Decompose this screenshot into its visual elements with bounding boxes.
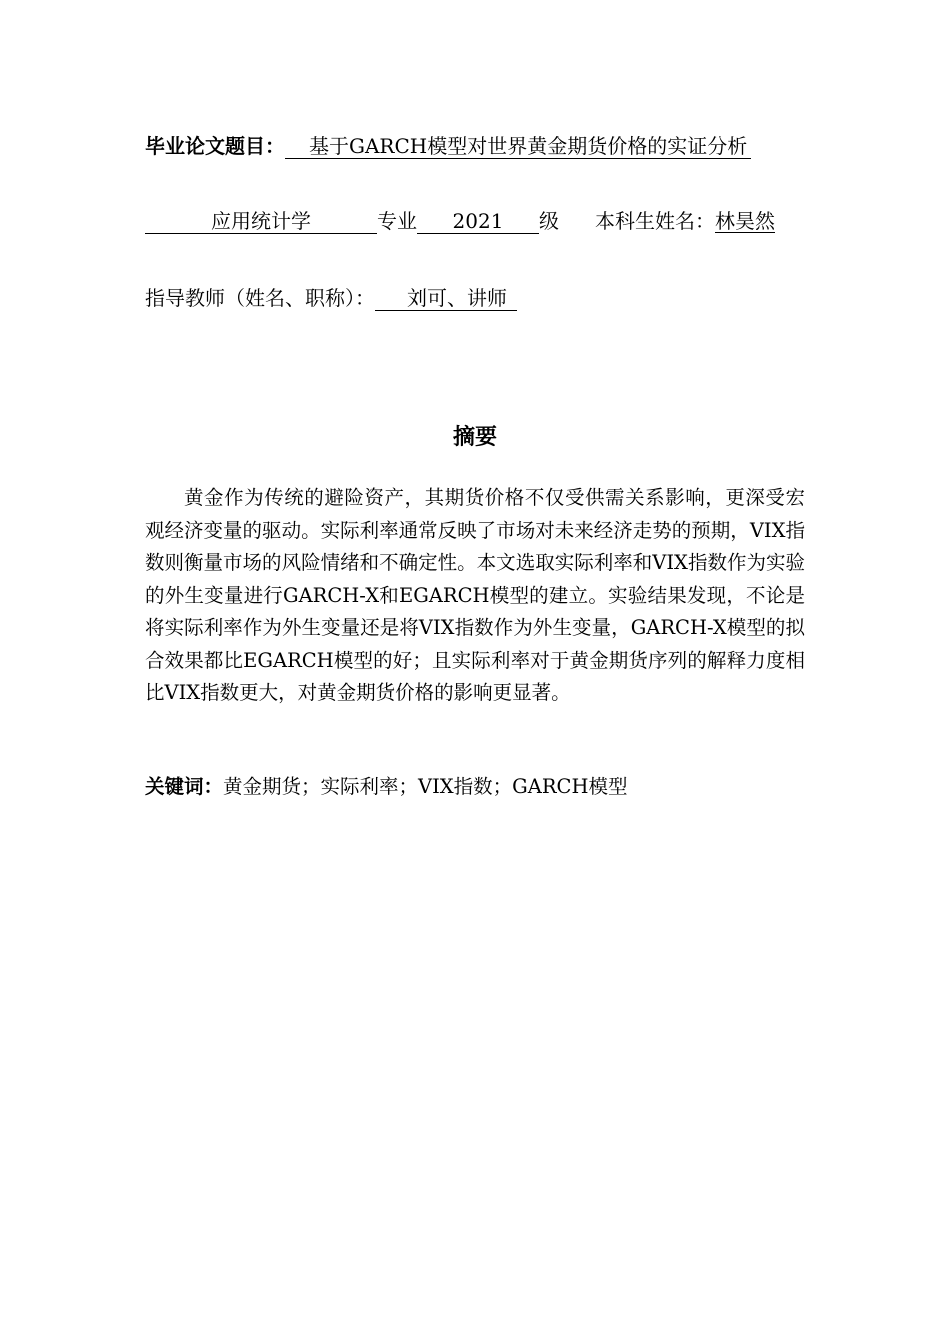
advisor-row <box>145 282 805 311</box>
thesis-title-row <box>145 130 805 159</box>
keywords-row <box>145 771 805 799</box>
thesis-title-value: 基于GARCH模型对世界黄金期货价格的实证分析 <box>285 134 751 159</box>
advisor-label: 指导教师（姓名、职称）： <box>145 286 375 310</box>
keywords-label: 关键词： <box>145 775 224 798</box>
major-value: 应用统计学 <box>145 209 377 234</box>
major-label: 专业 <box>377 209 417 233</box>
advisor-value: 刘可、讲师 <box>375 286 517 311</box>
student-value: 林昊然 <box>715 209 775 233</box>
abstract-body: 黄金作为传统的避险资产，其期货价格不仅受供需关系影响，更深受宏观经济变量的驱动。实际利率通常反映了市场对未来经济走势的预期，VIX指数则衡量市场的风险情绪和不确定性。本文选取实际利率和VIX指数作为实验的外生变量进行GARCH-X和EGARCH模型的建立。实验结果发现，不论是将实际利率作为外生变量还是将VIX指数作为外生变量，GARCH-X模型的拟合效果都比EGARCH模型的好；且实际利率对于黄金期货序列的解释力度相比VIX指数更大，对黄金期货价格的影响更显著。 <box>145 486 805 704</box>
thesis-title-label: 毕业论文题目： <box>145 134 285 158</box>
major-grade-student-row <box>145 205 805 234</box>
keywords-value: 黄金期货；实际利率；VIX指数；GARCH模型 <box>223 775 628 798</box>
grade-label: 级 <box>539 209 559 233</box>
abstract-heading: 摘要 <box>452 425 497 450</box>
student-label: 本科生姓名： <box>595 209 715 233</box>
grade-value: 2021 <box>417 209 539 234</box>
